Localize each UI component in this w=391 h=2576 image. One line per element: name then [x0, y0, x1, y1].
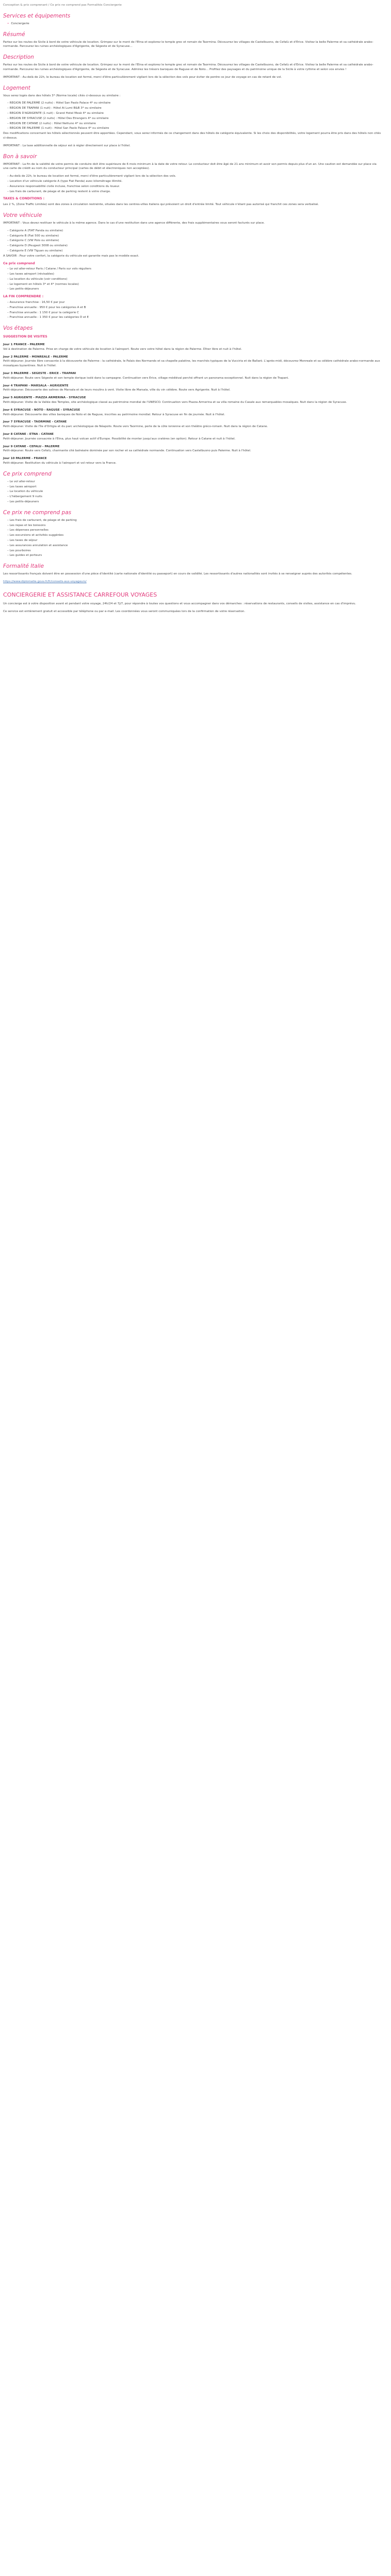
- bon-a-savoir-list: [3, 174, 382, 194]
- vehicule-category-list: [3, 229, 382, 253]
- prix-inclus-heading: Ce prix comprend: [3, 261, 35, 265]
- itinerary-day-text: Petit-déjeuner. Visite de l'île d'Ortigia et du parc archéologique de Néapolis. Route vers Taormine, perle de la côte ionienne et son théâtre gréco-romain. Nuit dans la région de Catane.: [3, 425, 268, 429]
- itinerary-day-text: Petit-déjeuner. Journée libre consacrée à la découverte de Palerme : la cathédrale, le Palais des Normands et sa chapelle palatine, les marchés typiques de la Vucciria et de Ballarò. L'après-midi, découvrez Monreale et sa célèbre cathédrale arabo-normande aux mosaïques byzantines. Nuit à l'hôtel.: [3, 360, 380, 368]
- itinerary-day: [3, 456, 382, 466]
- prix-comprend-item: – Les petits-déjeuners: [7, 500, 382, 504]
- formalites-heading: Formalité Italie: [3, 563, 44, 570]
- itinerary-day-title: Jour 9 CATANE - CEFALU - PALERME: [3, 445, 60, 448]
- vehicule-category-item: – Catégorie E (VW Tiguan ou similaire): [7, 249, 382, 253]
- itinerary-day-text: Petit-déjeuner. Route vers Ségeste et son temple dorique isolé dans la campagne. Continuation vers Erice, village médiéval perché offrant un panorama exceptionnel. Nuit dans la région de Trapani.: [3, 376, 289, 380]
- logement-intro: Vous serez logés dans des hôtels 3* (Norme locale) cités ci-dessous ou similaire :: [3, 94, 121, 97]
- prix-ne-comprend-item: – Les pourboires: [7, 549, 382, 553]
- prix-comprend-list: [3, 480, 382, 504]
- itinerary-day-text: Vol à destination de Palerme. Prise en charge de votre véhicule de location à l'aéroport. Route vers votre hôtel dans la région de Palerme. Dîner libre et nuit à l'hôtel.: [3, 347, 242, 351]
- service-item: • Conciergerie: [7, 22, 382, 26]
- prix-ne-comprend-item: – Les assurances annulation et assistance: [7, 544, 382, 548]
- fin-heading: LA FIN COMPRENDRE :: [3, 295, 44, 299]
- prix-ne-comprend-item: – Les repas et les boissons: [7, 523, 382, 528]
- vehicule-category-item: – Catégorie C (VW Polo ou similaire): [7, 239, 382, 243]
- services-list: [3, 22, 382, 26]
- bon-a-savoir-item: – Les frais de carburant, de péage et de parking restent à votre charge.: [7, 190, 382, 194]
- formalites-link[interactable]: https://www.diplomatie.gouv.fr/fr/conseils-aux-voyageurs/: [3, 580, 87, 583]
- prix-inclus-item: – Le vol aller-retour Paris / Catane / Paris sur vols réguliers: [7, 267, 382, 272]
- vehicule-category-item: – Catégorie B (Fiat 500 ou similaire): [7, 234, 382, 239]
- resume-heading: Résumé: [3, 31, 25, 38]
- prix-inclus-item: – Les petits-déjeuners: [7, 287, 382, 292]
- itinerary-day: [3, 408, 382, 417]
- prix-ne-comprend-item: – Les frais de carburant, de péage et de parking: [7, 518, 382, 523]
- hotel-item: – REGION DE SYRACUSE (2 nuits) : Hôtel Des Etrangers 4* ou similaire: [7, 116, 382, 121]
- itinerary-day-text: Petit-déjeuner. Découverte des salines de Marsala et de leurs moulins à vent. Visite libre de Marsala, ville du vin célèbre. Route vers Agrigente. Nuit à l'hôtel.: [3, 388, 231, 392]
- itinerary-day-title: Jour 1 FRANCE - PALERME: [3, 343, 45, 347]
- logement-heading: Logement: [3, 84, 30, 91]
- logement-important: IMPORTANT : La taxe additionnelle de séjour est à régler directement sur place à l'hôtel.: [3, 144, 131, 147]
- resume-text: Partez sur les routes de Sicile à bord de votre véhicule de location. Grimpez sur le mont de l'Etna et explorez le temple grec et romain de Taormina. Découvrez les villages de Castelbuono, de Cefalù et d'Erice. Visitez la belle Palerme et sa cathédrale arabo-normande. Parcourez les ruines archéologiques d'Agrigente, de Ségeste et de Syracuse…: [3, 40, 373, 48]
- prix-ne-comprend-item: – Les dépenses personnelles: [7, 528, 382, 533]
- itinerary-day-title: Jour 4 TRAPANI - MARSALA - AGRIGENTE: [3, 384, 69, 387]
- bon-a-savoir-item: – Au-delà de 22h, le bureau de location est fermé, merci d'être particulièrement vigilant lors de la sélection des vols.: [7, 174, 382, 179]
- breadcrumb[interactable]: Conception & prix comprenant / Ce prix ne comprend pas Formalités Conciergerie: [3, 4, 122, 7]
- prix-ne-comprend-item: – Les excursions et activités suggérées: [7, 533, 382, 538]
- fin-item: – Franchise annuelle : 1 350 € pour les catégories D et E: [7, 315, 382, 320]
- conciergerie-text: Un concierge est à votre disposition avant et pendant votre voyage, 24h/24 et 7j/7, pour répondre à toutes vos questions et vous accompagner dans vos démarches : réservations de restaurants, conseils de visites, assistance en cas d'imprévu.: [3, 602, 356, 605]
- hotel-item: – REGION DE TRAPANI (1 nuit) : Hôtel Ai Lumi B&B 3* ou similaire: [7, 106, 382, 111]
- programme-heading: Vos étapes: [3, 325, 33, 332]
- vehicule-text: IMPORTANT : Vous devez restituer le véhicule à la même agence. Dans le cas d'une restitution dans une agence différente, des frais supplémentaires vous seront facturés sur place.: [3, 221, 265, 225]
- prix-comprend-item: – La location du véhicule: [7, 489, 382, 494]
- itinerary-day-title: Jour 2 PALERME - MONREALE - PALERME: [3, 355, 68, 359]
- prix-inclus-list: [3, 267, 382, 292]
- prix-inclus-item: – La location du véhicule (voir conditions): [7, 277, 382, 282]
- vehicule-category-item: – Catégorie D (Peugeot 3008 ou similaire): [7, 244, 382, 248]
- logement-note: Des modifications concernant les hôtels sélectionnés peuvent être apportées. Cependant, vous serez informés de ce changement dans des hôtels de catégorie équivalente. Si les choix des disponibilités, votre logement pourra être pris dans des hôtels non cités ci-dessus.: [3, 132, 381, 140]
- itinerary-day-title: Jour 10 PALERME - FRANCE: [3, 457, 47, 461]
- prix-comprend-item: – L'hébergement 9 nuits: [7, 495, 382, 499]
- fin-item: – Franchise annuelle : 950 € pour les catégories A et B: [7, 306, 382, 310]
- taxes-heading: TAXES & CONDITIONS :: [3, 197, 45, 201]
- itinerary-day-text: Petit-déjeuner. Restitution du véhicule à l'aéroport et vol retour vers la France.: [3, 462, 117, 465]
- itinerary-day-title: Jour 8 CATANE - ETNA - CATANE: [3, 433, 54, 436]
- itinerary-day: [3, 355, 382, 368]
- fin-item: – Assurance franchise : 16,50 € par jour: [7, 300, 382, 305]
- fin-item: – Franchise annuelle : 1 150 € pour la catégorie C: [7, 311, 382, 315]
- itinerary-day-text: Petit-déjeuner. Journée consacrée à l'Etna, plus haut volcan actif d'Europe. Possibilité de monter jusqu'aux cratères (en option). Retour à Catane et nuit à l'hôtel.: [3, 437, 236, 440]
- vehicule-note: A SAVOIR : Pour votre confort, la catégorie du véhicule est garantie mais pas le modèle exact.: [3, 254, 139, 258]
- programme-subtitle: SUGGESTION DE VISITES: [3, 335, 47, 339]
- hotel-item: – REGION DE PALERME (1 nuit) : Hôtel San Paolo Palace 4* ou similaire: [7, 126, 382, 131]
- itinerary-day: [3, 445, 382, 454]
- taxes-text: Les 2 %, (Zone Traffic Limitée) sont des zones à circulation restreinte, situées dans les centres-villes italiens qui prévoient un droit d'entrée limité. Tout véhicule n'étant pas autorisé qui franchit ces zones sera verbalisé.: [3, 203, 319, 207]
- prix-inclus-item: – Les taxes aéroport (révisables): [7, 272, 382, 277]
- itinerary-day: [3, 343, 382, 352]
- bon-a-savoir-item: – Location d'un véhicule catégorie A (type Fiat Panda) avec kilométrage illimité.: [7, 179, 382, 184]
- itinerary-day-text: Petit-déjeuner. Route vers Cefalù, charmante cité balnéaire dominée par son rocher et sa cathédrale normande. Continuation vers Castelbuono puis Palerme. Nuit à l'hôtel.: [3, 449, 251, 453]
- itinerary-day-title: Jour 5 AGRIGENTE - PIAZZA ARMERINA - SYRACUSE: [3, 396, 86, 400]
- prix-comprend-item: – Le vol aller-retour: [7, 480, 382, 484]
- page-container: [0, 0, 385, 684]
- description-heading: Description: [3, 54, 34, 61]
- prix-inclus-item: – Le logement en hôtels 3* et 4* (normes locales): [7, 282, 382, 287]
- bon-a-savoir-heading: Bon à savoir: [3, 153, 37, 160]
- services-heading: Services et équipements: [3, 12, 71, 19]
- description-note: IMPORTANT : Au-delà de 22h, le bureau de location est fermé, merci d'être particulièrement vigilant lors de la sélection des vols pour éviter de perdre ce jour de voyage en cas de retard de vol.: [3, 75, 282, 79]
- prix-ne-comprend-item: – Les guides et porteurs: [7, 553, 382, 558]
- prix-comprend-heading: Ce prix comprend: [3, 470, 52, 477]
- hotel-item: – REGION DE PALERME (2 nuits) : Hôtel San Paolo Palace 4* ou similaire: [7, 101, 382, 106]
- itinerary-day-text: Petit-déjeuner. Visite de la Vallée des Temples, site archéologique classé au patrimoine mondial de l'UNESCO. Continuation vers Piazza Armerina et sa villa romaine du Casale aux remarquables mosaïques. Nuit dans la région de Syracuse.: [3, 401, 347, 404]
- hotel-item: – REGION D'AGRIGENTE (1 nuit) : Grand Hotel Mosè 4* ou similaire: [7, 111, 382, 116]
- itinerary-day-text: Petit-déjeuner. Découverte des villes baroques de Noto et de Raguse, inscrites au patrimoine mondial. Retour à Syracuse en fin de journée. Nuit à l'hôtel.: [3, 413, 225, 416]
- logement-list: [3, 101, 382, 131]
- itinerary-day: [3, 384, 382, 393]
- itinerary-day-title: Jour 6 SYRACUSE - NOTO - RAGUSE - SYRACUSE: [3, 408, 80, 412]
- vehicule-category-item: – Catégorie A (FIAT Panda ou similaire): [7, 229, 382, 233]
- itinerary-day: [3, 396, 382, 405]
- prix-ne-comprend-heading: Ce prix ne comprend pas: [3, 509, 72, 516]
- prix-comprend-item: – Les taxes aéroport: [7, 485, 382, 489]
- prix-ne-comprend-item: – Les taxes de séjour: [7, 538, 382, 543]
- prix-ne-comprend-list: [3, 518, 382, 558]
- fin-list: [3, 300, 382, 320]
- conciergerie-text-2: Ce service est entièrement gratuit et accessible par téléphone ou par e-mail. Les coordonnées vous seront communiquées lors de la confirmation de votre réservation.: [3, 609, 246, 613]
- conciergerie-heading: CONCIERGERIE ET ASSISTANCE CARREFOUR VOYAGES: [3, 591, 157, 598]
- hotel-item: – REGION DE CATANE (2 nuits) : Hôtel Nettuno 4* ou similaire: [7, 122, 382, 126]
- bon-a-savoir-text: IMPORTANT : La fin de la validité de votre permis de conduire doit être supérieure de 6 mois minimum à la date de votre retour. Le conducteur doit être âgé de 21 ans minimum et avoir son permis depuis plus d'un an. Une caution est demandée sur place via une carte de crédit au nom du conducteur principal (cartes de débit et électroniques non acceptées).: [3, 162, 377, 171]
- description-text: Partez sur les routes de Sicile à bord de votre véhicule de location. Grimpez sur le mont de l'Etna et explorez le temple grec et romain de Taormina. Découvrez les villages de Castelbuono, de Cefalù et d'Erice. Visitez la belle Palerme et sa cathédrale arabo-normande. Parcourez les ruines archéologiques d'Agrigente, de Ségeste et de Syracuse. Admirez les trésors baroques de Raguse et de Noto… Profitez des paysages et du patrimoine unique de la Sicile à votre rythme et selon vos envies !: [3, 63, 373, 71]
- itinerary-day: [3, 432, 382, 442]
- itinerary-day: [3, 371, 382, 381]
- page-bottom-spacer: [3, 617, 382, 679]
- bon-a-savoir-item: – Assurance responsabilité civile incluse, franchise selon conditions du loueur.: [7, 184, 382, 189]
- formalites-text: Les ressortissants français doivent être en possession d'une pièce d'identité (carte nationale d'identité ou passeport) en cours de validité. Les ressortissants d'autres nationalités sont invités à se renseigner auprès des autorités compétentes.: [3, 572, 352, 576]
- itinerary-day-title: Jour 3 PALERME - SEGESTE - ERICE - TRAPANI: [3, 372, 76, 376]
- itinerary-day: [3, 420, 382, 429]
- vehicule-heading: Votre véhicule: [3, 212, 42, 218]
- itinerary-days: [3, 343, 382, 466]
- itinerary-day-title: Jour 7 SYRACUSE - TAORMINE - CATANE: [3, 420, 67, 424]
